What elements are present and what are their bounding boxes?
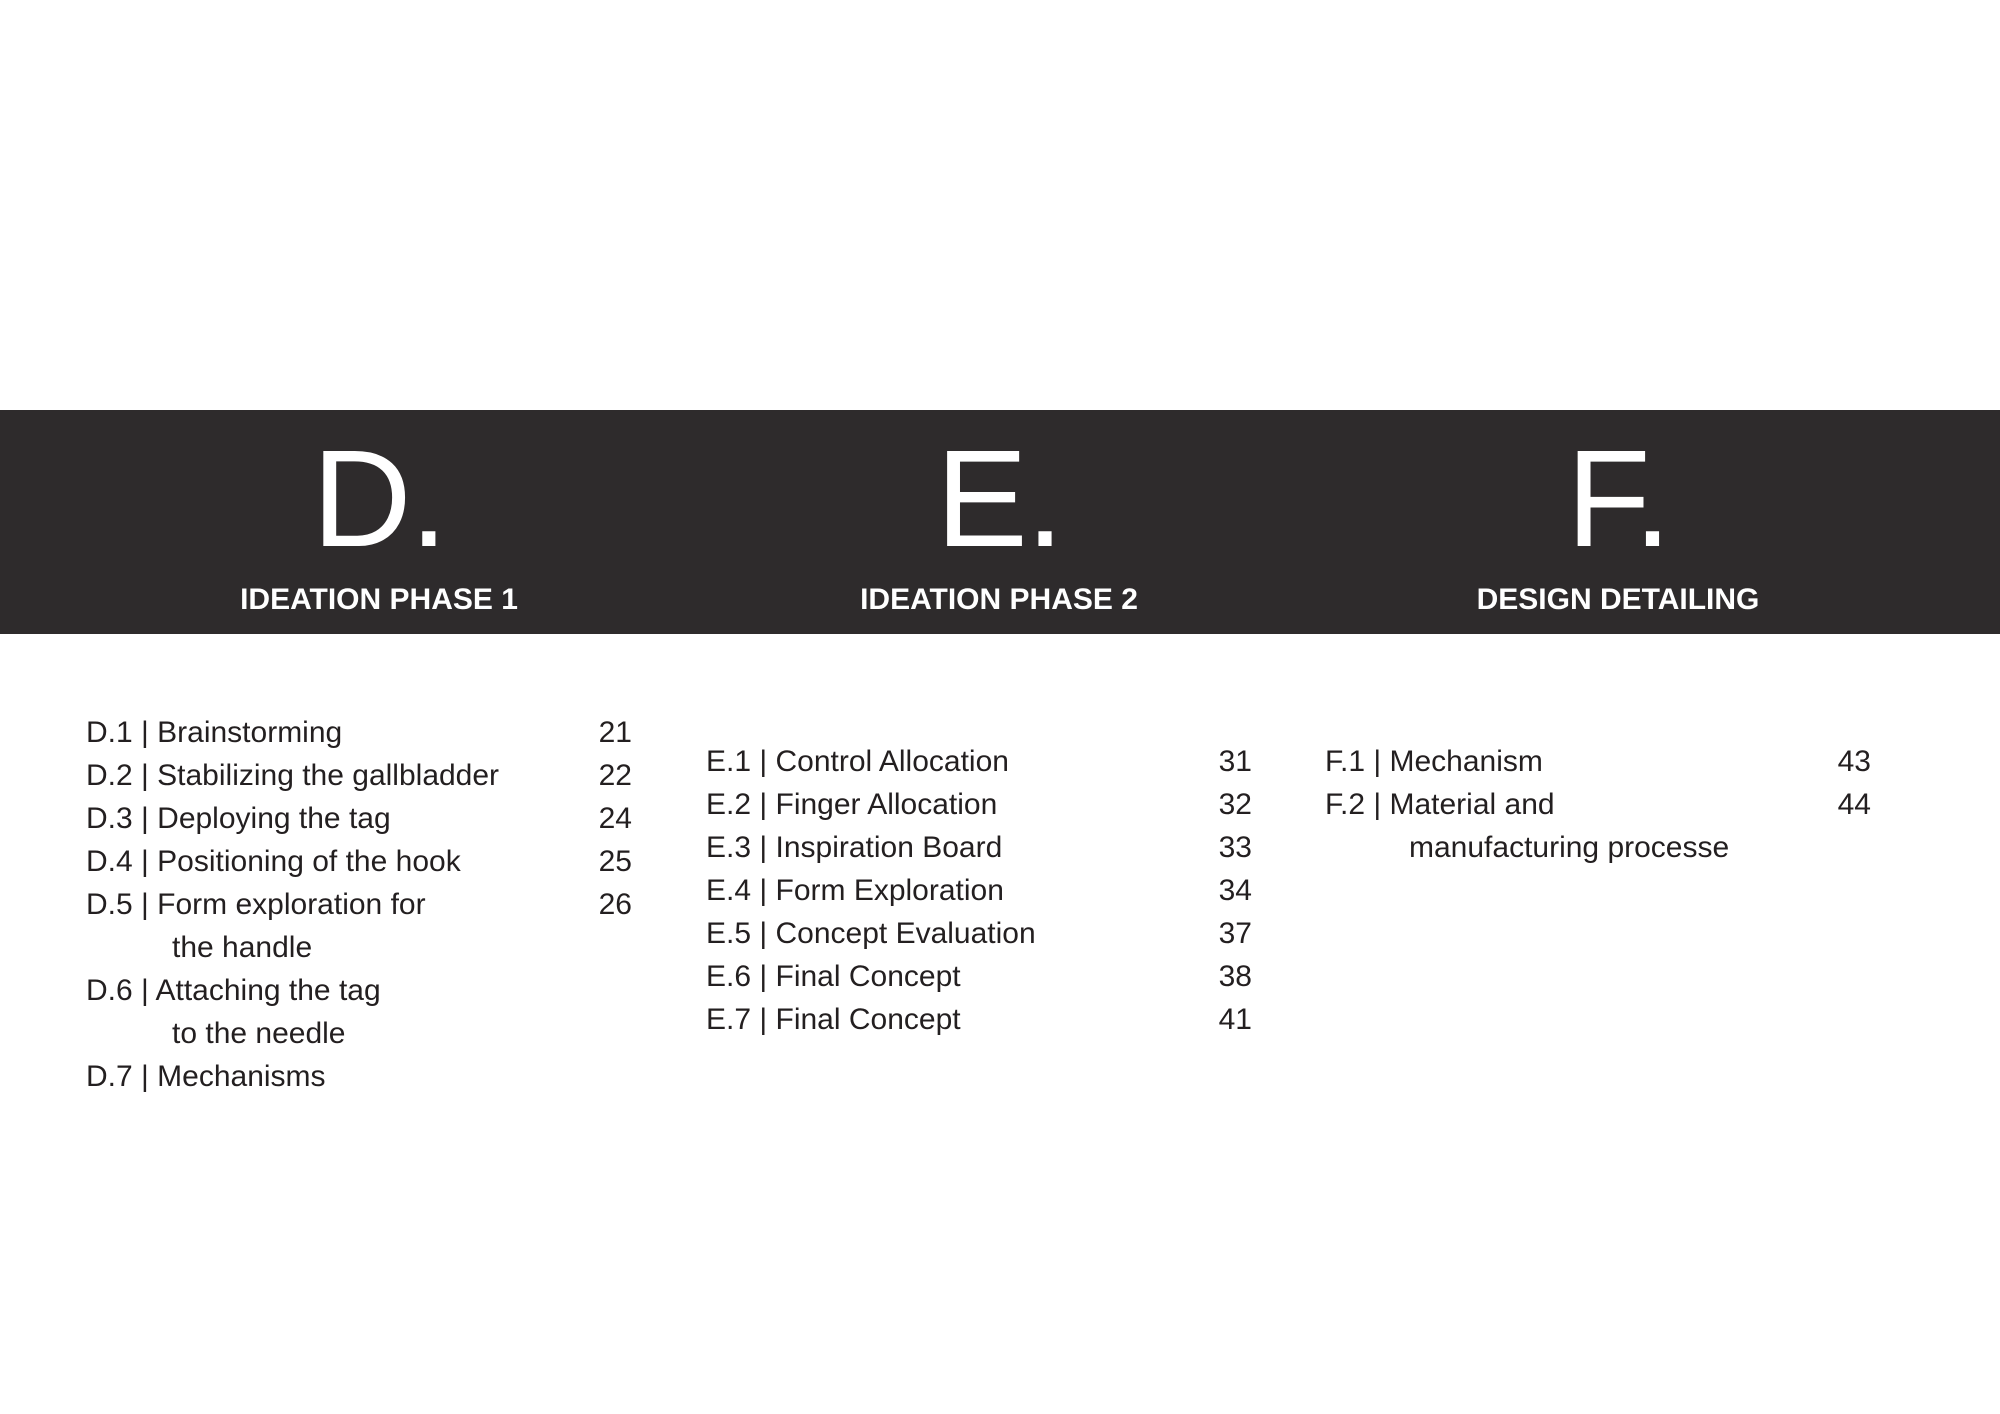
toc-entry-label: E.3 | Inspiration Board	[706, 831, 1003, 864]
toc-page-number: 31	[1218, 745, 1252, 778]
toc-entry[interactable]	[86, 883, 632, 969]
toc-page-number: 41	[1218, 1003, 1252, 1036]
toc-page-number: 34	[1218, 874, 1252, 907]
toc-entry[interactable]	[86, 754, 632, 797]
section-title: IDEATION PHASE 1	[240, 583, 518, 616]
toc-entry[interactable]	[706, 740, 1252, 783]
toc-entry-label: E.5 | Concept Evaluation	[706, 917, 1036, 950]
toc-entry[interactable]	[1325, 740, 1871, 783]
toc-entry-label: D.3 | Deploying the tag	[86, 802, 391, 835]
toc-entry[interactable]	[1325, 783, 1871, 869]
section-letter: D.	[312, 422, 446, 576]
toc-page-number: 37	[1218, 917, 1252, 950]
toc-entry-continuation: to the needle	[172, 1017, 346, 1050]
toc-entry-label: E.4 | Form Exploration	[706, 874, 1004, 907]
toc-entry-label: E.7 | Final Concept	[706, 1003, 961, 1036]
toc-entry[interactable]	[86, 1055, 632, 1098]
toc-page-number: 38	[1218, 960, 1252, 993]
section-letter: F.	[1566, 422, 1670, 576]
section-header-f	[1318, 410, 1918, 634]
toc-entry-label: D.4 | Positioning of the hook	[86, 845, 461, 878]
toc-entry-label: E.1 | Control Allocation	[706, 745, 1009, 778]
toc-entry-label: D.7 | Mechanisms	[86, 1060, 326, 1093]
toc-entry-label: E.2 | Finger Allocation	[706, 788, 998, 821]
toc-page-number: 22	[598, 759, 632, 792]
toc-entry-label: D.2 | Stabilizing the gallbladder	[86, 759, 500, 792]
toc-page-number: 24	[598, 802, 632, 835]
toc-entry[interactable]	[86, 969, 632, 1055]
toc-page-number: 33	[1218, 831, 1252, 864]
toc-entry-label: F.2 | Material and	[1325, 788, 1555, 821]
toc-entry[interactable]	[706, 826, 1252, 869]
toc-list-d	[86, 711, 632, 1098]
toc-page-number: 44	[1837, 788, 1871, 821]
toc-entry[interactable]	[706, 955, 1252, 998]
toc-page-number: 25	[598, 845, 632, 878]
toc-page-number: 21	[598, 716, 632, 749]
toc-entry[interactable]	[706, 783, 1252, 826]
toc-entry[interactable]	[86, 711, 632, 754]
toc-entry-label: D.1 | Brainstorming	[86, 716, 343, 749]
toc-entry-label: F.1 | Mechanism	[1325, 745, 1543, 778]
section-header-d	[79, 410, 679, 634]
section-title: IDEATION PHASE 2	[860, 583, 1138, 616]
toc-page-number: 32	[1218, 788, 1252, 821]
toc-entry-label: D.6 | Attaching the tag	[86, 974, 381, 1007]
toc-entry[interactable]	[706, 998, 1252, 1041]
toc-entry[interactable]	[706, 869, 1252, 912]
toc-entry-label: D.5 | Form exploration for	[86, 888, 426, 921]
toc-entry-label: E.6 | Final Concept	[706, 960, 961, 993]
section-letter: E.	[935, 422, 1063, 576]
toc-entry[interactable]	[86, 840, 632, 883]
toc-page-number: 26	[598, 888, 632, 921]
toc-list-f	[1325, 740, 1871, 869]
section-header-e	[699, 410, 1299, 634]
toc-entry-continuation: manufacturing processe	[1409, 831, 1730, 864]
toc-page-number: 43	[1837, 745, 1871, 778]
toc-entry[interactable]	[706, 912, 1252, 955]
section-header-band	[0, 410, 2000, 634]
toc-entry-continuation: the handle	[172, 931, 313, 964]
toc-list-e	[706, 740, 1252, 1041]
toc-entry[interactable]	[86, 797, 632, 840]
section-title: DESIGN DETAILING	[1476, 583, 1760, 616]
